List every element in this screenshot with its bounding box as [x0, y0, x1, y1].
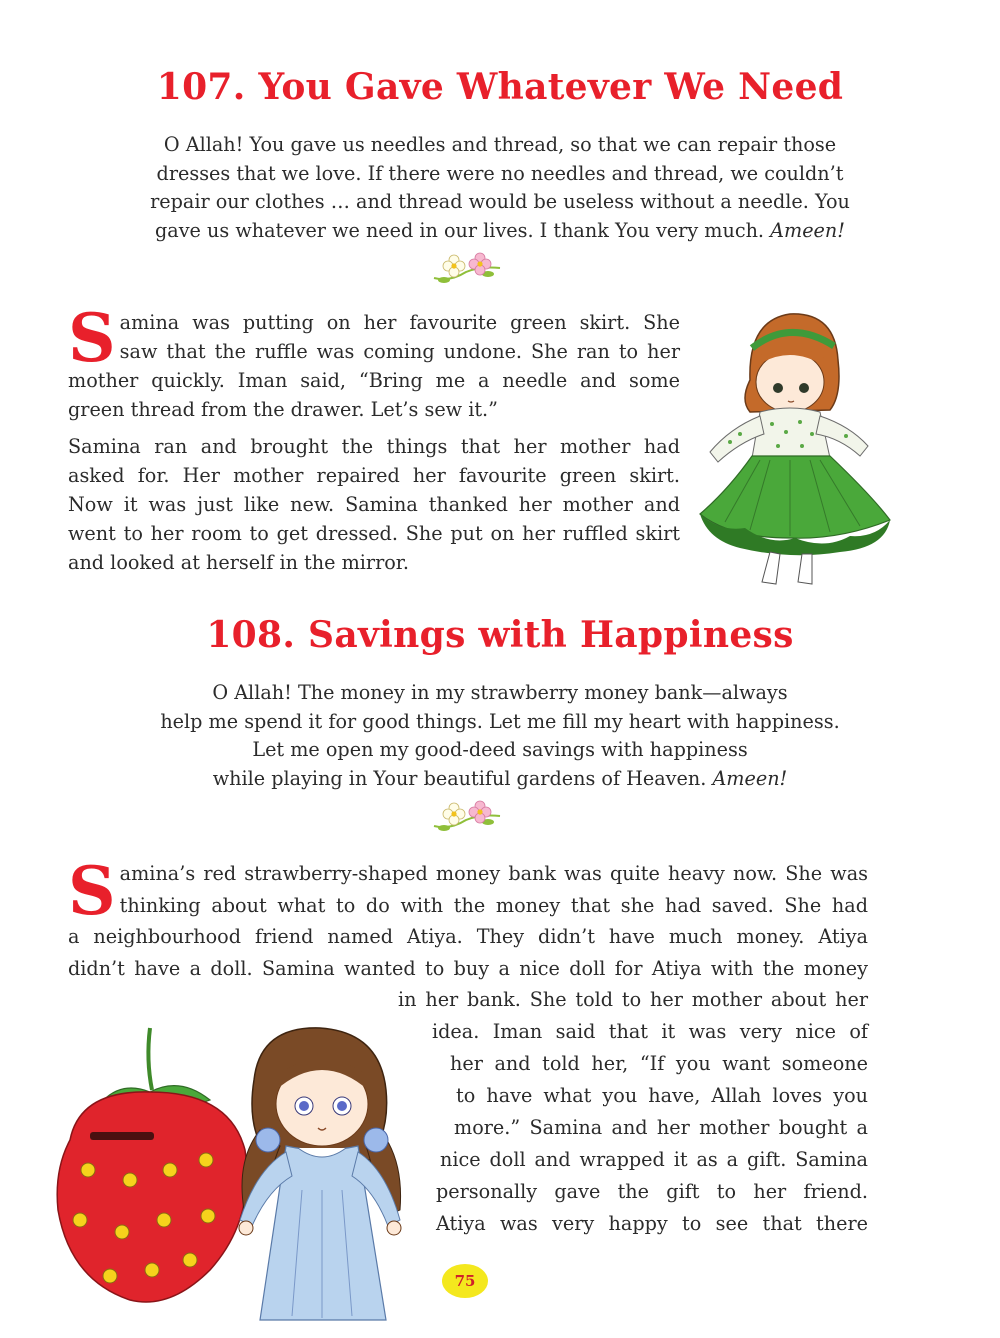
prayer-ending: Ameen!: [770, 218, 845, 242]
prayer-line: Let me open my good-deed savings with happiness: [252, 738, 748, 761]
prayer-line: [80, 217, 920, 246]
story-line: went to her room to get dressed. She put on her ruffled skirt: [68, 522, 680, 545]
story-line: amina’s red strawberry-shaped money bank was quite heavy now. She was: [119, 862, 868, 885]
prayer-line: repair our clothes … and thread would be useless without a needle. You: [150, 190, 850, 213]
prayer-line: O Allah! The money in my strawberry money bank—always: [212, 681, 788, 704]
drop-cap: S: [68, 852, 116, 930]
prayer-line: [80, 765, 920, 794]
section-108-story-wrap: [456, 1080, 868, 1112]
story-line: green thread from the drawer. Let’s sew it.”: [68, 398, 498, 421]
story-line: more.” Samina and her mother bought a: [454, 1116, 868, 1139]
story-line: Now it was just like new. Samina thanked her mother and: [68, 493, 680, 516]
section-108-story-wrap: [436, 1176, 868, 1208]
section-108-story-wrap: [440, 1144, 868, 1176]
section-108-title: 108. Savings with Happiness: [206, 614, 794, 656]
section-108-story-wrap: [436, 1208, 868, 1240]
story-line: mother quickly. Iman said, “Bring me a needle and some: [68, 369, 680, 392]
section-107-story: [68, 299, 680, 577]
story-line: amina was putting on her favourite green skirt. She: [119, 311, 680, 334]
story-line: a neighbourhood friend named Atiya. They didn’t have much money. Atiya: [68, 925, 868, 949]
section-108-story-wrap: [398, 984, 868, 1016]
story-line: saw that the ruffle was coming undone. She ran to her: [119, 340, 680, 363]
story-line: to have what you have, Allah loves you: [456, 1084, 868, 1107]
story-line: nice doll and wrapped it as a gift. Samina: [440, 1148, 868, 1171]
story-line: idea. Iman said that it was very nice of: [432, 1020, 868, 1043]
flower-ornament-icon: [430, 252, 504, 288]
section-107-title: 107. You Gave Whatever We Need: [156, 66, 844, 108]
section-108-prayer: [80, 679, 920, 793]
story-line: and looked at herself in the mirror.: [68, 551, 409, 574]
prayer-line: O Allah! You gave us needles and thread, so that we can repair those: [163, 133, 837, 156]
story-line: asked for. Her mother repaired her favourite green skirt.: [68, 464, 680, 487]
story-line: personally gave the gift to her friend.: [436, 1180, 868, 1203]
flower-ornament-icon: [430, 800, 504, 836]
story-line: her and told her, “If you want someone: [450, 1052, 868, 1075]
story-line: didn’t have a doll. Samina wanted to buy a nice doll for Atiya with the money: [68, 956, 868, 980]
girl-green-skirt-illustration: [690, 300, 900, 590]
story-line: in her bank. She told to her mother about her: [398, 988, 868, 1011]
drop-cap: S: [68, 299, 116, 377]
section-108-story-wrap: [450, 1048, 868, 1080]
page-number: 75: [442, 1264, 488, 1298]
story-line: Atiya was very happy to see that there: [436, 1212, 868, 1235]
prayer-line-text: gave us whatever we need in our lives. I thank You very much.: [155, 218, 765, 242]
prayer-ending: Ameen!: [712, 766, 788, 790]
section-108-story: [68, 852, 868, 984]
prayer-line-text: while playing in Your beautiful gardens of Heaven.: [212, 766, 707, 790]
story-line: Samina ran and brought the things that her mother had: [68, 435, 680, 458]
prayer-line: dresses that we love. If there were no needles and thread, we couldn’t: [156, 161, 844, 185]
section-108-story-wrap: [454, 1112, 868, 1144]
section-108-story-wrap: [432, 1016, 868, 1048]
section-107-prayer: [80, 131, 920, 245]
prayer-line: help me spend it for good things. Let me fill my heart with happiness.: [160, 709, 840, 733]
story-line: thinking about what to do with the money that she had saved. She had: [119, 893, 868, 917]
girl-with-strawberry-bank-illustration: [40, 1020, 440, 1338]
